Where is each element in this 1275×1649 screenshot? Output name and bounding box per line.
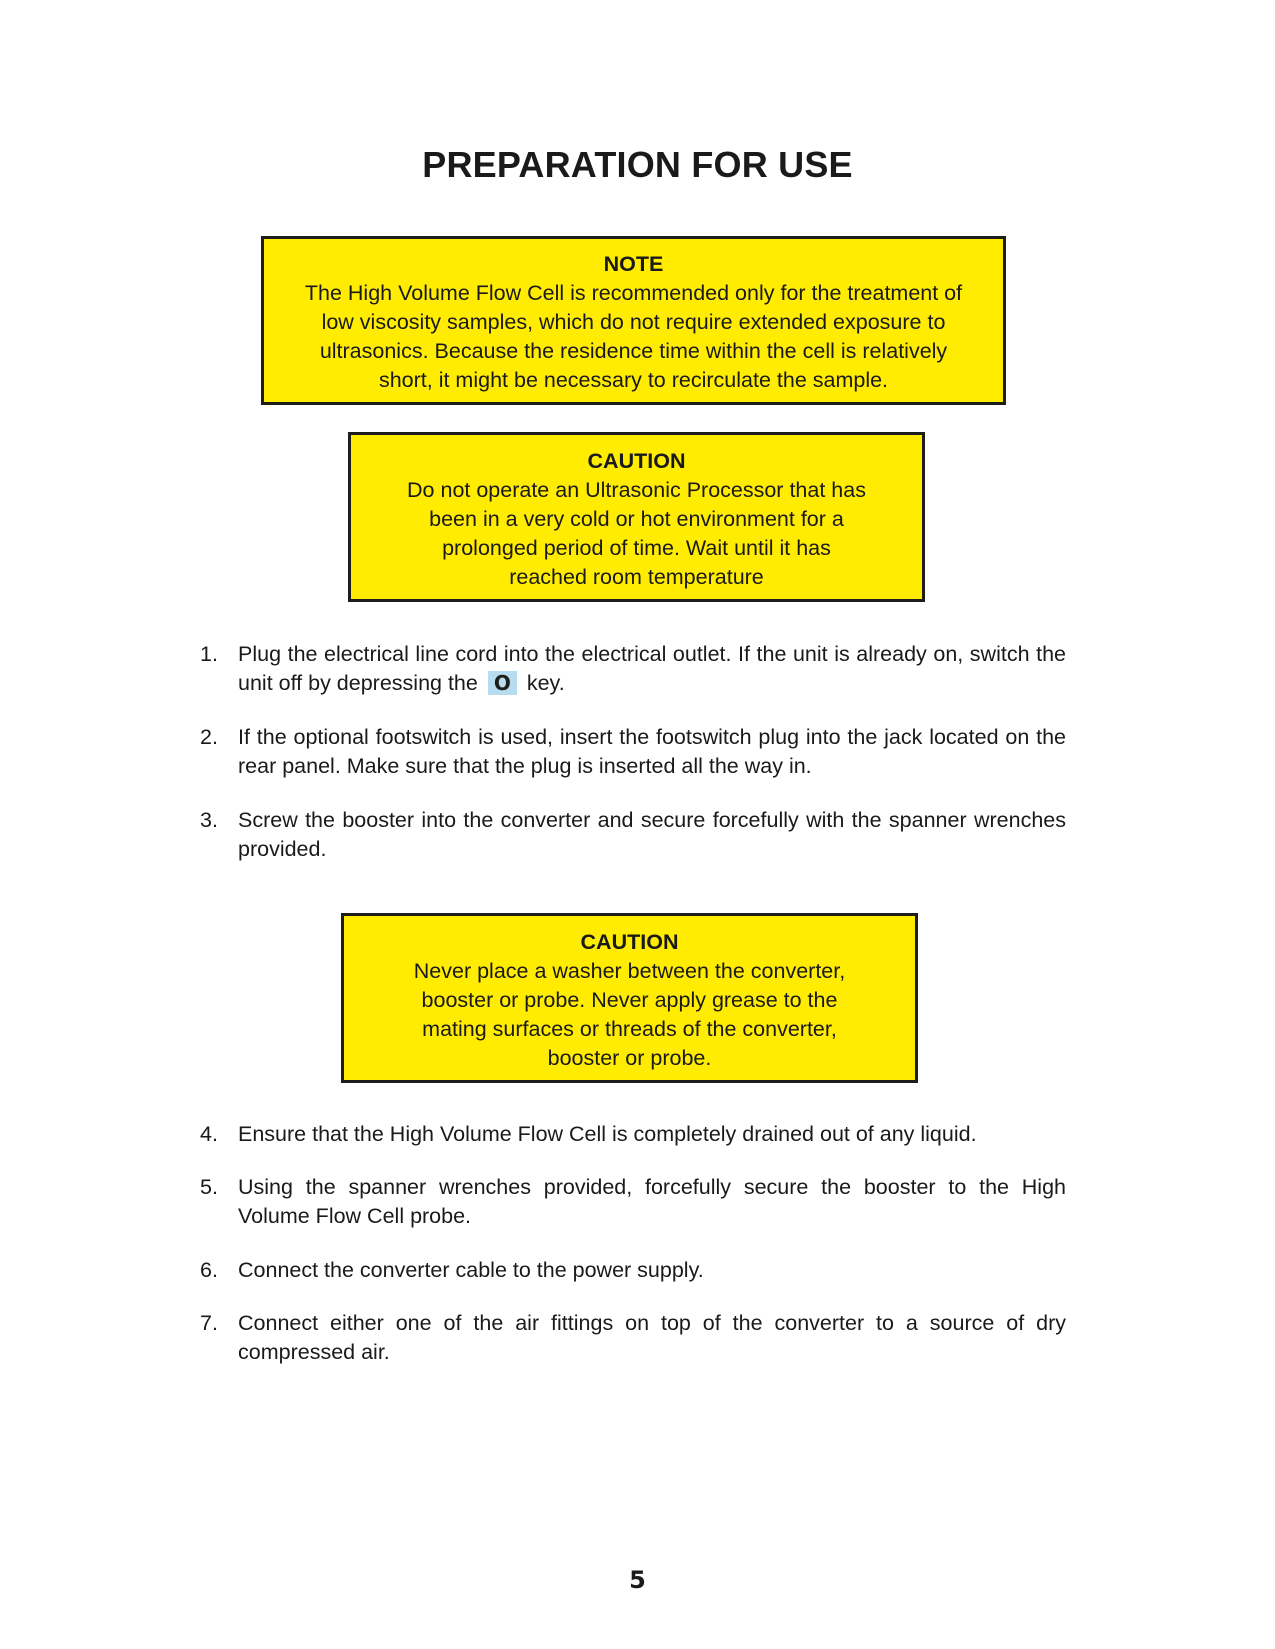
step-text (238, 640, 1066, 698)
step-number: 1. (200, 642, 218, 666)
caution-box-temperature (348, 432, 925, 602)
caution-line: booster or probe. Never apply grease to the (421, 988, 838, 1012)
caution-box-washer (341, 913, 918, 1083)
step-text-part: key. (526, 671, 565, 695)
caution-line: Do not operate an Ultrasonic Processor that has (407, 478, 866, 502)
step-text-part: Plug the electrical line cord into the electrical outlet. If the unit is already on, switch the unit off by depressing the (238, 642, 1066, 695)
step-number: 6. (200, 1258, 218, 1282)
caution-line: Never place a washer between the converter, (413, 959, 846, 983)
note-line: ultrasonics. Because the residence time within the cell is relatively (319, 339, 948, 363)
caution-line: prolonged period of time. Wait until it has (442, 536, 831, 560)
step-item (190, 806, 1066, 864)
step-text: Connect the converter cable to the power supply. (238, 1258, 704, 1282)
caution-line: been in a very cold or hot environment for a (429, 507, 844, 531)
step-item (190, 1120, 1066, 1149)
page-title: PREPARATION FOR USE (422, 144, 853, 185)
caution-line: booster or probe. (547, 1046, 712, 1070)
note-box (261, 236, 1006, 405)
step-number: 4. (200, 1122, 218, 1146)
step-item (190, 1173, 1066, 1231)
note-line: short, it might be necessary to recirculate the sample. (378, 368, 889, 392)
step-text: If the optional footswitch is used, insert the footswitch plug into the jack located on the rear panel. Make sure that the plug is inserted all the way in. (238, 725, 1066, 778)
page-number: 5 (629, 1566, 646, 1594)
step-number: 2. (200, 725, 218, 749)
caution-line: reached room temperature (509, 565, 764, 589)
step-text: Ensure that the High Volume Flow Cell is completely drained out of any liquid. (238, 1122, 977, 1146)
off-key-icon: O (488, 671, 517, 695)
step-item (190, 723, 1066, 781)
step-item (190, 640, 1066, 698)
step-number: 5. (200, 1175, 218, 1199)
step-number: 7. (200, 1311, 218, 1335)
step-text: Screw the booster into the converter and secure forcefully with the spanner wrenches provided. (238, 808, 1066, 861)
caution-heading: CAUTION (587, 449, 686, 473)
note-line: The High Volume Flow Cell is recommended only for the treatment of (304, 281, 963, 305)
caution-line: mating surfaces or threads of the converter, (422, 1017, 837, 1041)
note-line: low viscosity samples, which do not require extended exposure to (321, 310, 946, 334)
step-number: 3. (200, 808, 218, 832)
step-text: Connect either one of the air fittings on top of the converter to a source of dry compressed air. (238, 1311, 1066, 1364)
caution-heading: CAUTION (580, 930, 679, 954)
step-item (190, 1256, 1066, 1285)
step-item (190, 1309, 1066, 1367)
step-text: Using the spanner wrenches provided, forcefully secure the booster to the High Volume Flow Cell probe. (238, 1175, 1066, 1228)
note-heading: NOTE (603, 252, 664, 276)
